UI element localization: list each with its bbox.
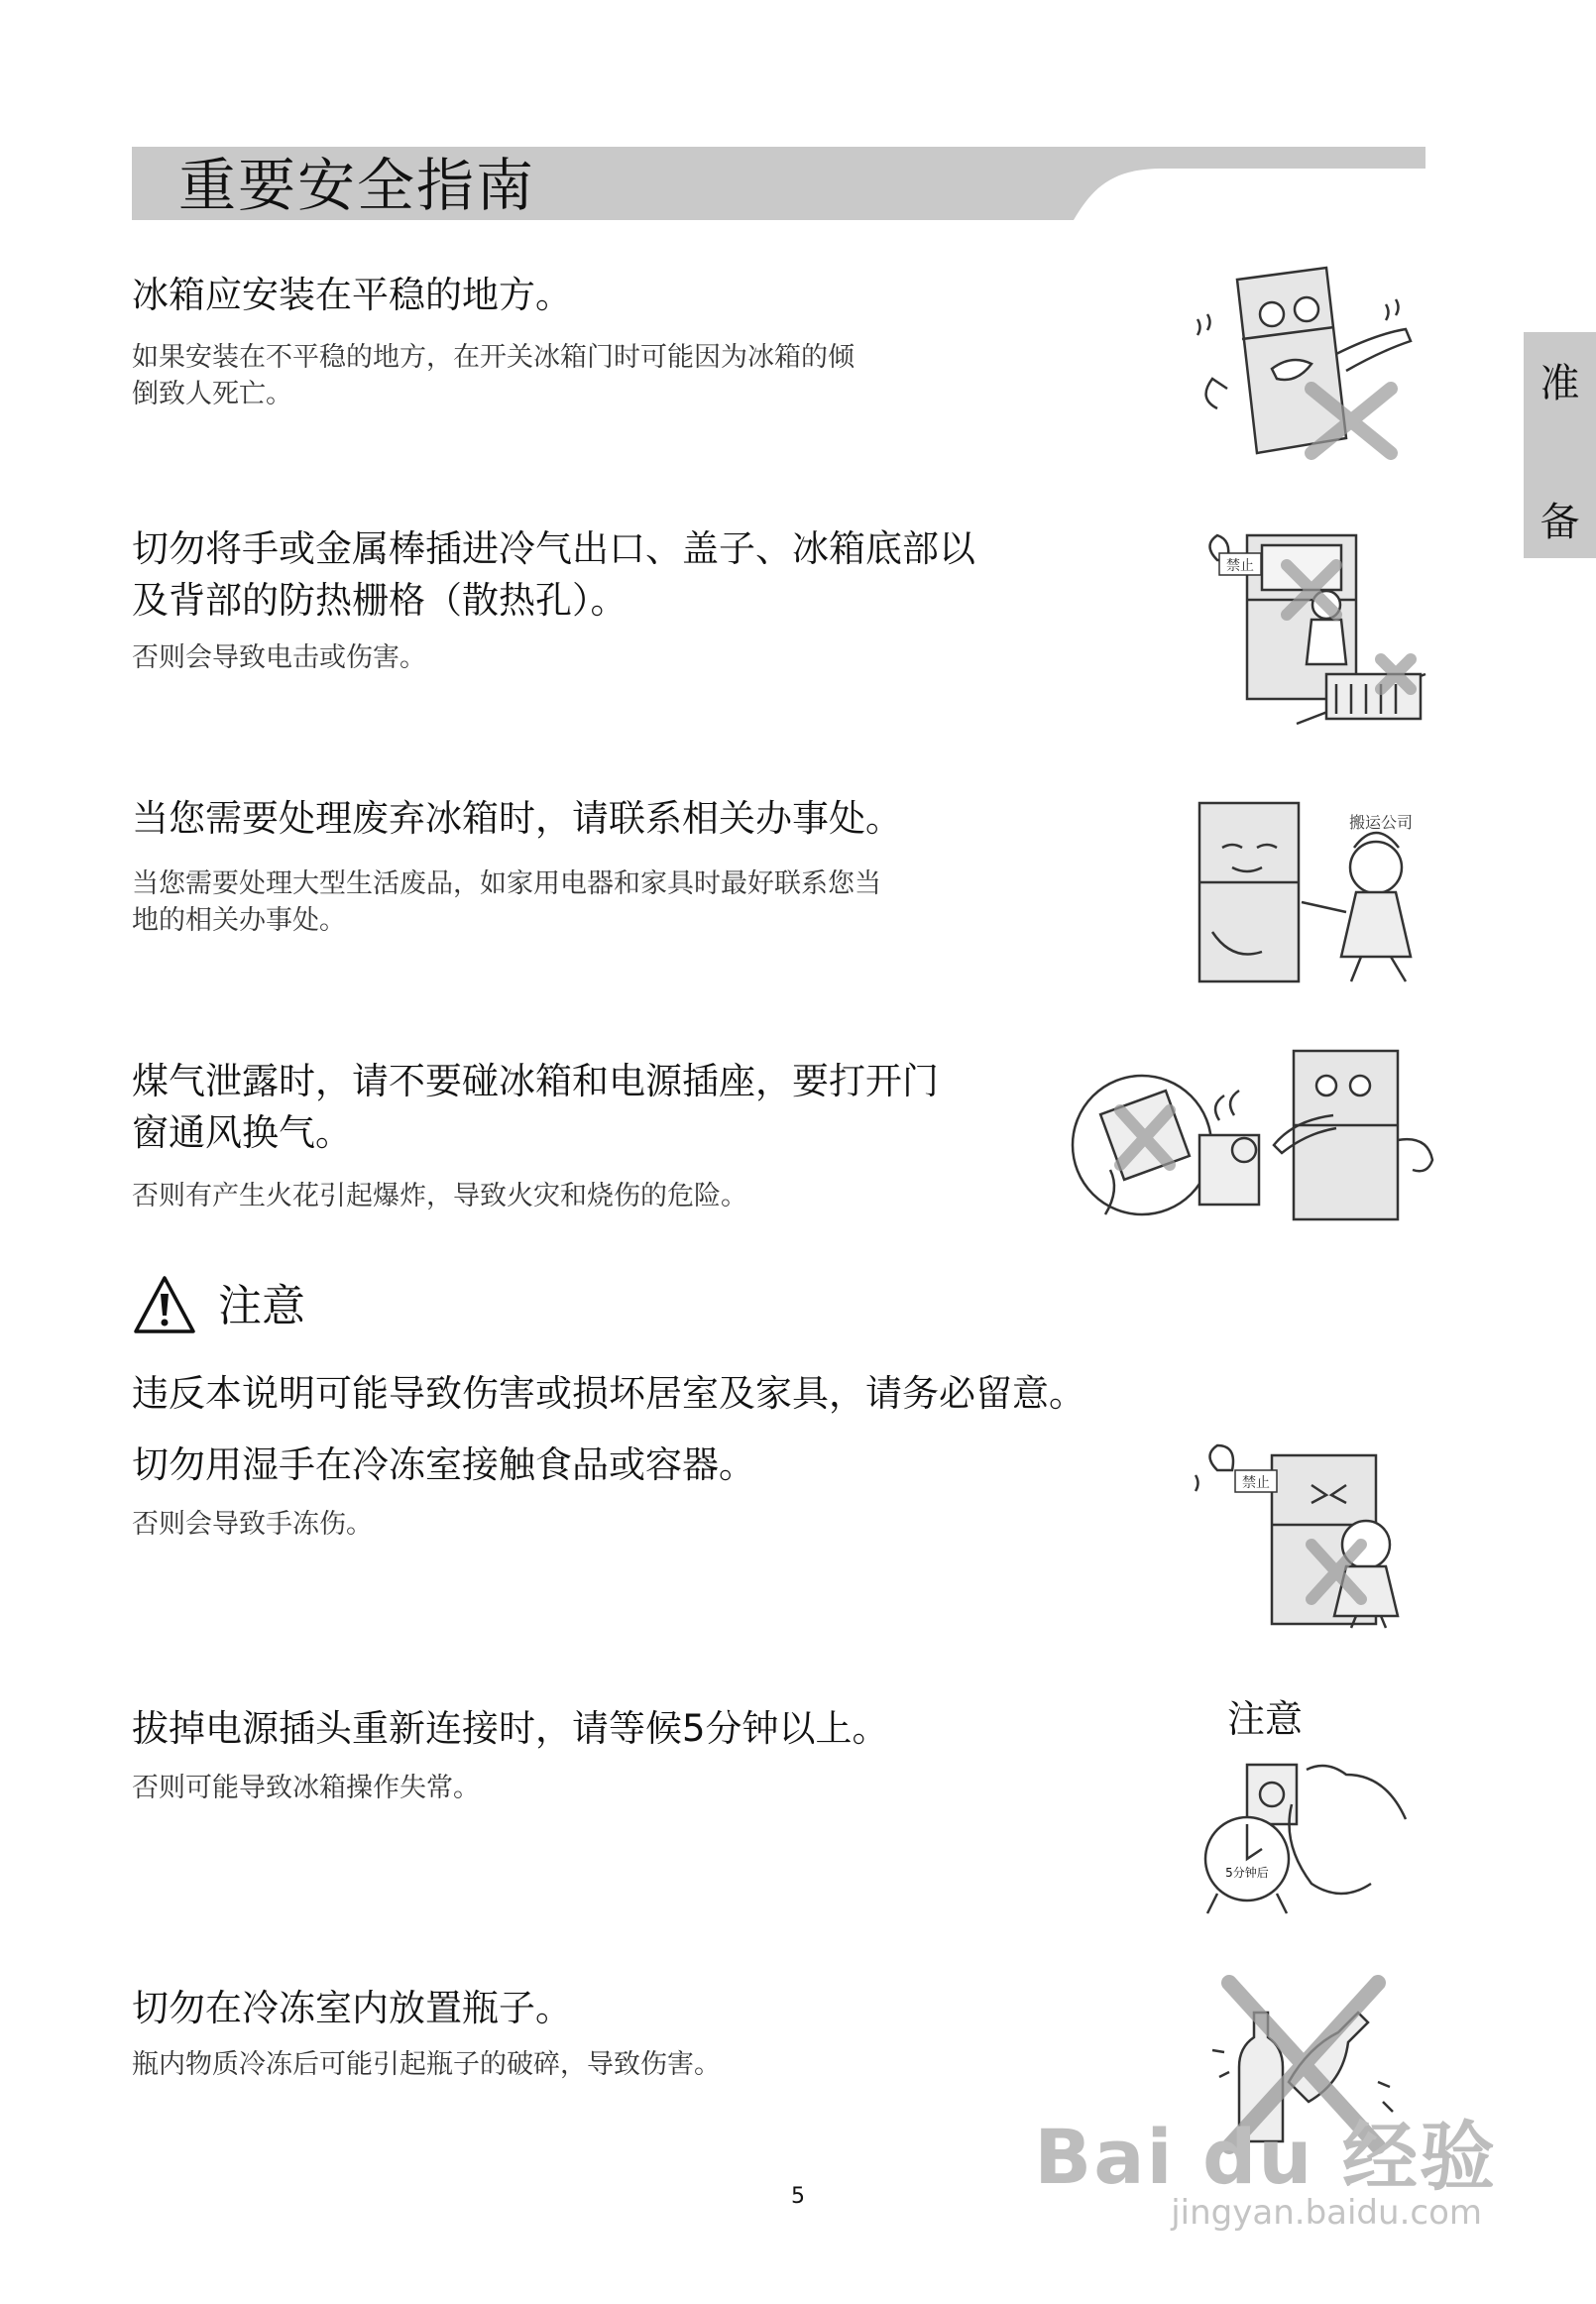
figure-label: 禁止 [1242, 1475, 1270, 1491]
section-body: 倒致人死亡。 [132, 379, 292, 409]
section-heading: 当您需要处理废弃冰箱时，请联系相关办事处。 [132, 797, 902, 840]
section-body: 否则会导致电击或伤害。 [132, 642, 426, 673]
watermark-url: jingyan.baidu.com [1171, 2193, 1482, 2233]
watermark: Bai du 经验 [1034, 2113, 1497, 2201]
section-heading: 切勿将手或金属棒插进冷气出口、盖子、冰箱底部以 [132, 527, 975, 570]
wet-hands-illustration [1188, 1436, 1435, 1634]
disposal-illustration [1188, 793, 1435, 991]
page-number: 5 [791, 2184, 805, 2209]
figure-label: 注意 [1226, 1697, 1304, 1741]
clock-label: 5分钟后 [1225, 1866, 1269, 1880]
side-tab [1524, 332, 1596, 558]
figure-label: 搬运公司 [1348, 813, 1414, 832]
caution-heading: 切勿在冷冻室内放置瓶子。 [132, 1987, 572, 2029]
unplug-wait-illustration [1188, 1690, 1435, 1928]
gas-leak-illustration [1071, 1041, 1477, 1229]
side-tab-char: 备 [1539, 500, 1580, 545]
caution-heading: 拔掉电源插头重新连接时，请等候5分钟以上。 [132, 1707, 889, 1750]
fridge-vent-warning-illustration [1188, 525, 1435, 734]
warning-icon [132, 1274, 197, 1339]
caution-title: 注意 [218, 1281, 305, 1331]
caution-intro: 违反本说明可能导致伤害或损坏居室及家具，请务必留意。 [132, 1372, 1085, 1415]
page-title: 重要安全指南 [178, 152, 536, 219]
section-body: 当您需要处理大型生活废品，如家用电器和家具时最好联系您当 [132, 868, 881, 899]
caution-body: 否则会导致手冻伤。 [132, 1509, 373, 1540]
section-body: 地的相关办事处。 [132, 905, 346, 936]
caution-body: 瓶内物质冷冻后可能引起瓶子的破碎，导致伤害。 [132, 2049, 721, 2080]
figure-label: 禁止 [1226, 558, 1254, 574]
section-body: 否则有产生火花引起爆炸，导致火灾和烧伤的危险。 [132, 1181, 747, 1211]
caution-body: 否则可能导致冰箱操作失常。 [132, 1773, 480, 1803]
section-body: 如果安装在不平稳的地方，在开关冰箱门时可能因为冰箱的倾 [132, 342, 855, 373]
section-heading: 煤气泄露时，请不要碰冰箱和电源插座，要打开门 [132, 1060, 939, 1102]
section-heading: 冰箱应安装在平稳的地方。 [132, 274, 572, 316]
tipping-fridge-illustration [1188, 260, 1435, 468]
caution-heading: 切勿用湿手在冷冻室接触食品或容器。 [132, 1443, 755, 1486]
section-heading: 窗通风换气。 [132, 1111, 352, 1154]
side-tab-char: 准 [1539, 361, 1580, 406]
section-heading: 及背部的防热栅格（散热孔）。 [132, 579, 627, 622]
